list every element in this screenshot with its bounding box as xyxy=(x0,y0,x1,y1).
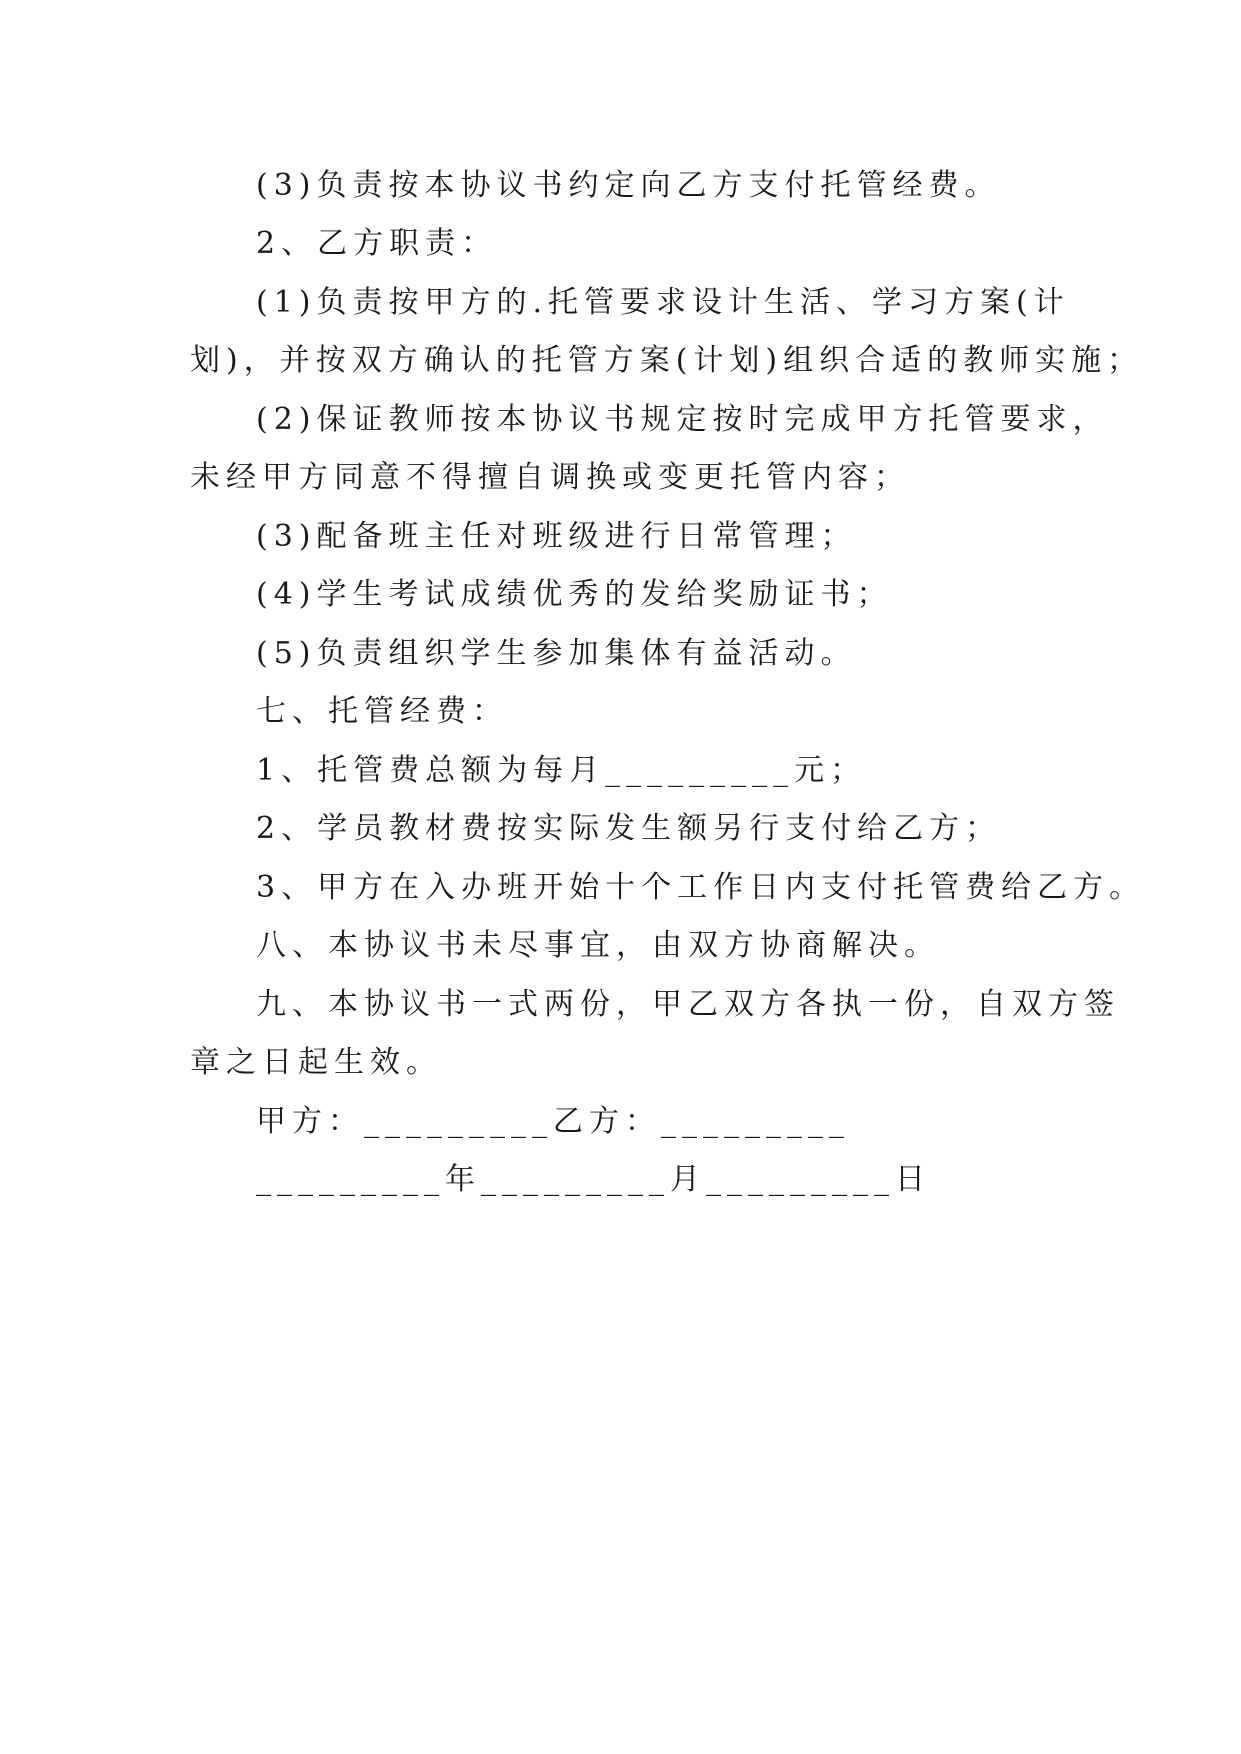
section-9-line2: 章之日起生效。 xyxy=(190,1045,442,1080)
party-b-duty-4: (4)学生考试成绩优秀的发给奖励证书； xyxy=(256,577,893,612)
party-b-duty-1-line1: (1)负责按甲方的.托管要求设计生活、学习方案(计 xyxy=(256,285,1070,320)
section-7-heading: 七、托管经费： xyxy=(256,694,508,729)
fee-monthly-amount: 1、托管费总额为每月_________元； xyxy=(256,753,867,788)
signature-parties: 甲方：_________乙方：_________ xyxy=(256,1104,850,1139)
signature-date: _________年_________月_________日 xyxy=(256,1162,931,1197)
party-b-duty-2-line2: 未经甲方同意不得擅自调换或变更托管内容； xyxy=(190,460,910,495)
party-b-duty-3: (3)配备班主任对班级进行日常管理； xyxy=(256,519,857,554)
clause-3-payment: (3)负责按本协议书约定向乙方支付托管经费。 xyxy=(256,168,1001,203)
section-9-line1: 九、本协议书一式两份，甲乙双方各执一份，自双方签 xyxy=(256,987,1120,1022)
fee-materials: 2、学员教材费按实际发生额另行支付给乙方； xyxy=(256,811,1002,846)
fee-payment-deadline: 3、甲方在入办班开始十个工作日内支付托管费给乙方。 xyxy=(256,870,1146,905)
party-b-duty-1-line2: 划)，并按双方确认的托管方案(计划)组织合适的教师实施； xyxy=(190,343,1144,378)
party-b-duty-2-line1: (2)保证教师按本协议书规定按时完成甲方托管要求， xyxy=(256,402,1109,437)
section-8: 八、本协议书未尽事宜，由双方协商解决。 xyxy=(256,928,940,963)
party-b-duty-5: (5)负责组织学生参加集体有益活动。 xyxy=(256,636,857,671)
party-b-duties-heading: 2、乙方职责： xyxy=(256,226,498,261)
